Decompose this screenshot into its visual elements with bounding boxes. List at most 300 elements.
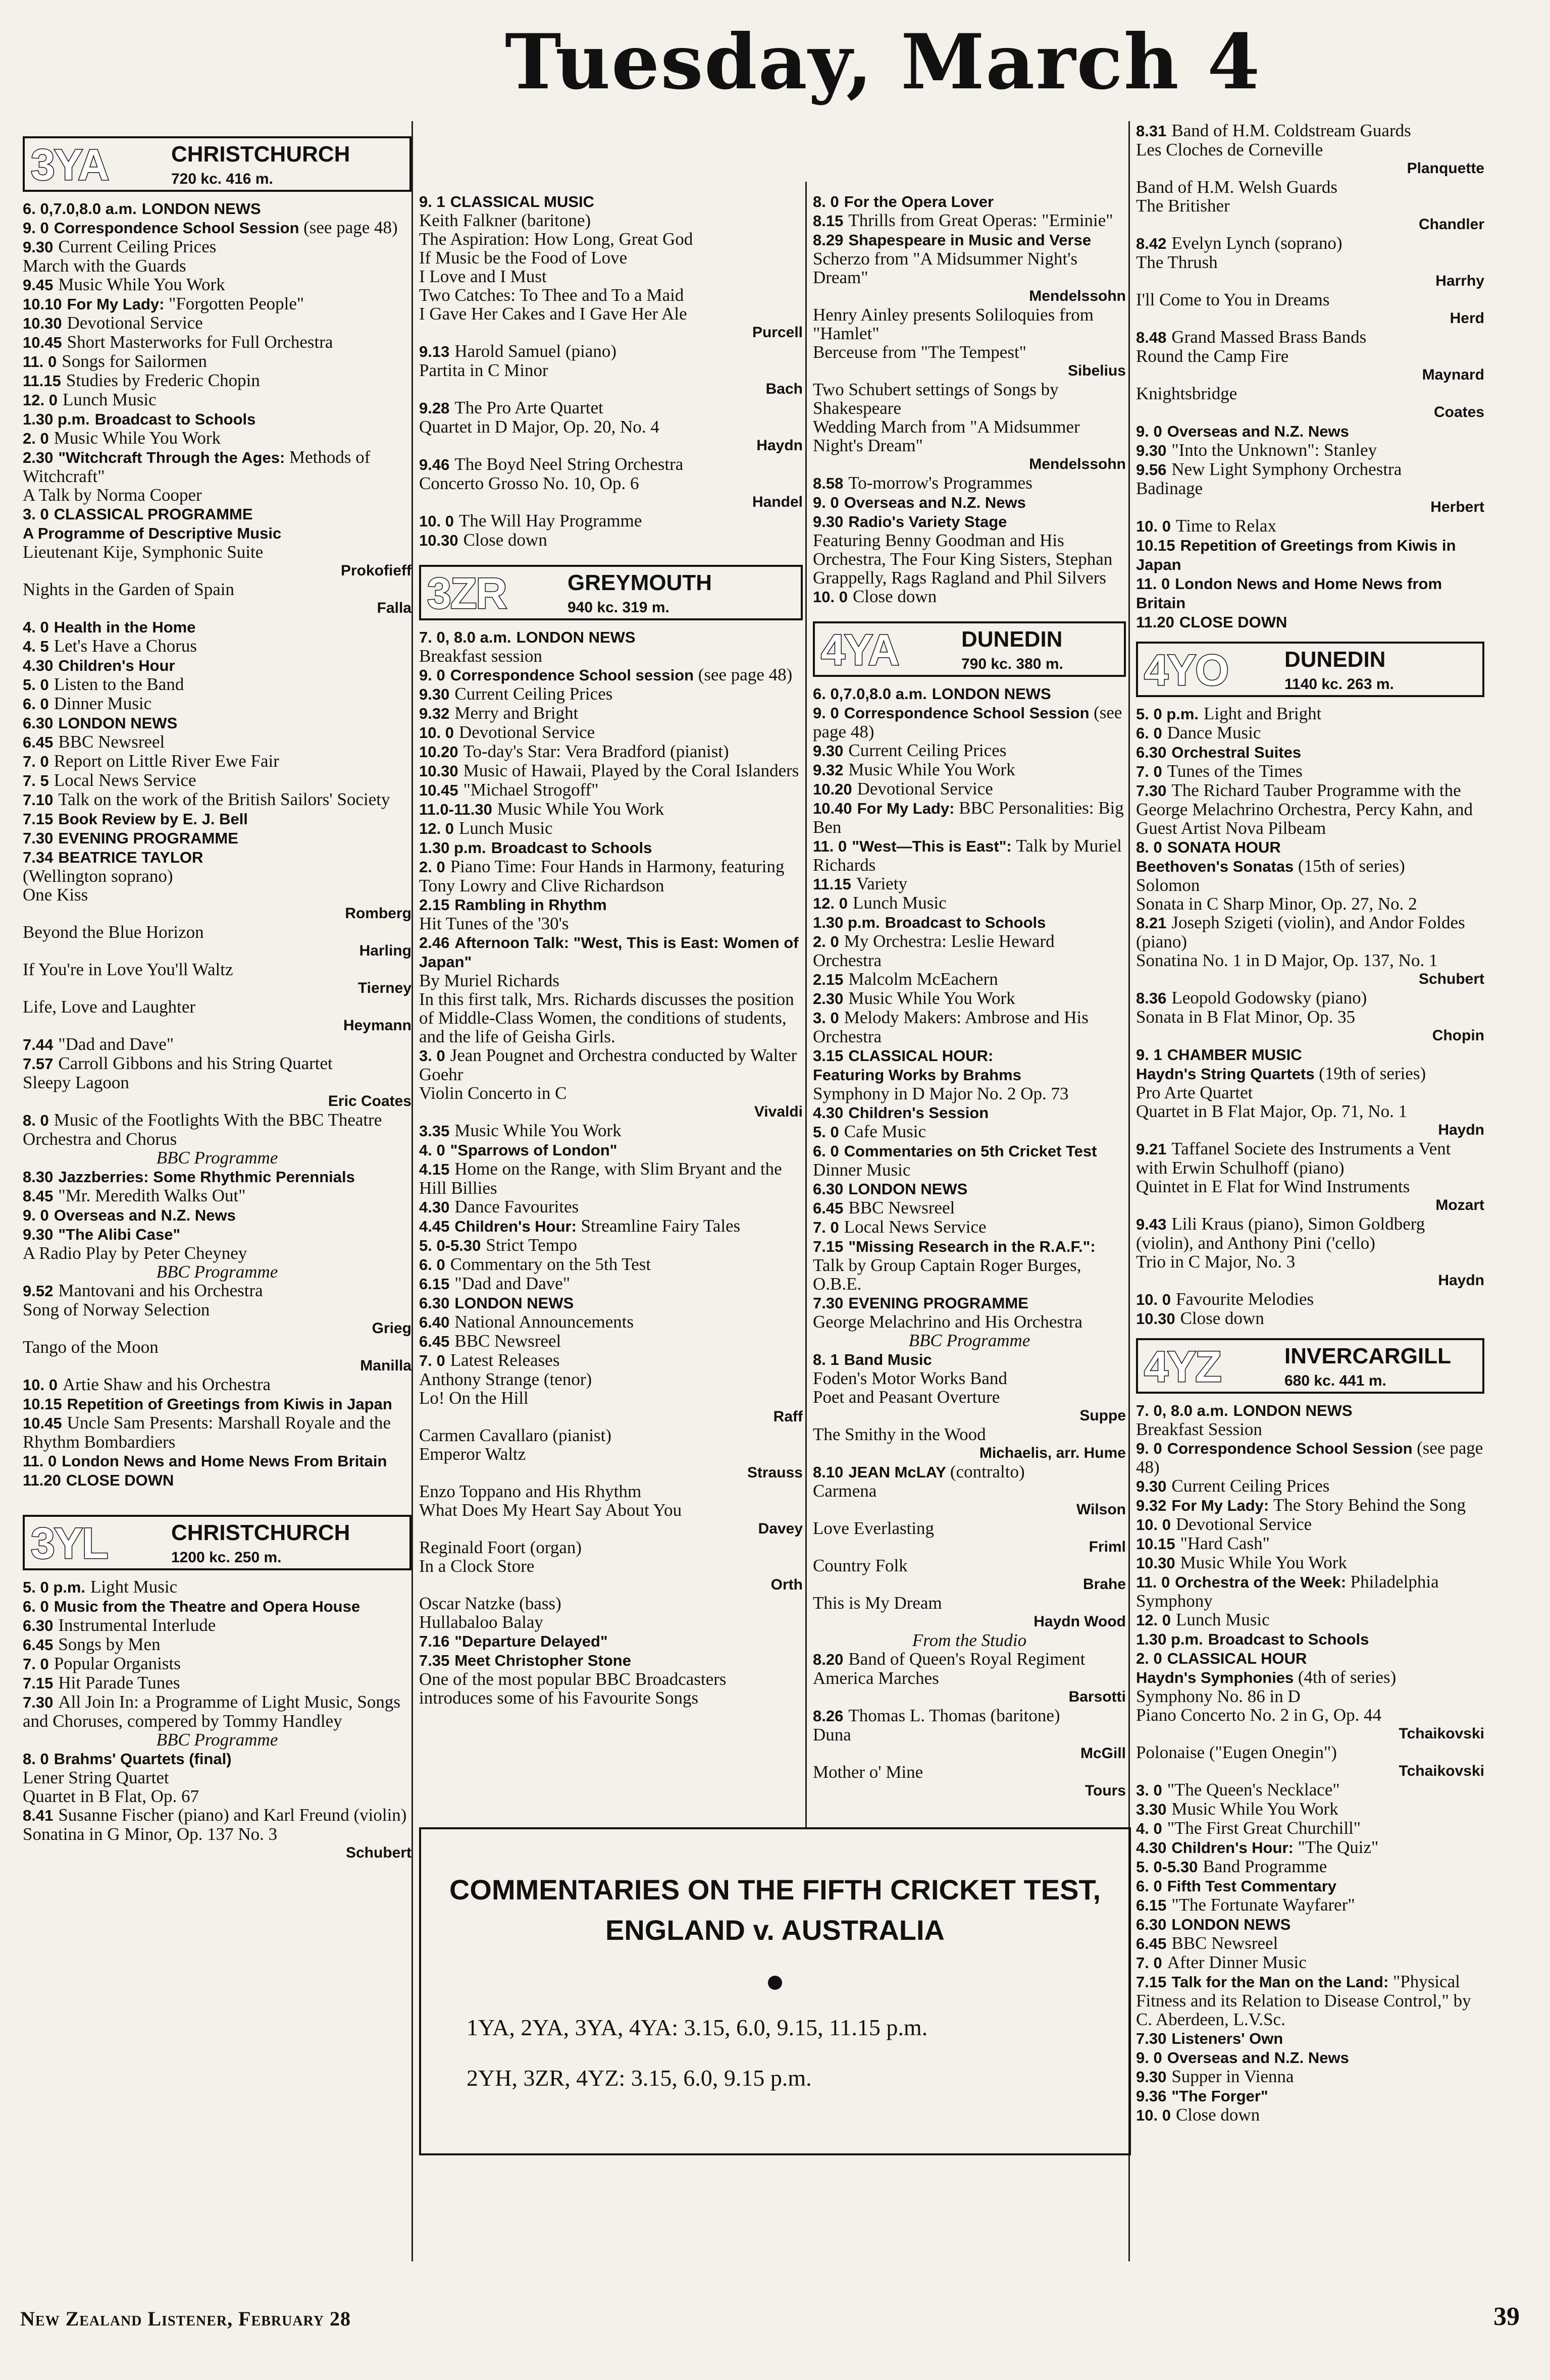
programme-text: Symphony No. 86 in D (1136, 1686, 1301, 1706)
composer-attribution: Michaelis, arr. Hume (979, 1445, 1126, 1461)
composer-attribution: Davey (758, 1520, 803, 1537)
programme-time: 8.36 (1136, 989, 1167, 1007)
programme-item (813, 1046, 1126, 1065)
column-3 (813, 192, 1126, 1800)
programme-item (23, 543, 411, 561)
programme-text: In this first talk, Mrs. Richards discusses the position of Middle-Class Women, the conditions of students, and the life of Geisha Girls. (419, 989, 794, 1046)
programme-item (419, 895, 803, 914)
programme-item (1136, 1008, 1484, 1026)
programme-text: Cafe Music (844, 1122, 926, 1141)
programme-time: 7. 0 (419, 1352, 445, 1369)
programme-text: "Into the Unknown": Stanley (1171, 440, 1377, 460)
programme-item (23, 1451, 411, 1470)
composer-attribution: Schubert (1418, 971, 1484, 987)
programme-time: 7.15 (813, 1238, 844, 1255)
programme-time: 9. 0 (23, 219, 49, 237)
programme-item (1136, 253, 1484, 272)
programme-time: 7.15 (23, 1674, 54, 1692)
programme-time: 11. 0 (813, 837, 847, 855)
programme-item (813, 1122, 1126, 1141)
programme-text: Round the Camp Fire (1136, 346, 1289, 366)
programme-item (813, 1237, 1126, 1293)
programme-item (23, 617, 411, 637)
programme-time: 9. 0 (1136, 2049, 1162, 2067)
programme-item (813, 893, 1126, 913)
programme-text: Instrumental Interlude (58, 1615, 216, 1635)
composer-attribution: McGill (1080, 1745, 1126, 1762)
station-call: 4YZ (1144, 1343, 1221, 1391)
composer-attribution: Tchaikovski (1399, 1725, 1484, 1742)
programme-time: 8.42 (1136, 235, 1167, 252)
programme-time: 10.15 (23, 1395, 62, 1413)
programme-text: Devotional Service (1175, 1514, 1312, 1534)
programme-credit: BBC Programme (156, 1148, 278, 1168)
programme-time: 10.30 (23, 314, 62, 332)
programme-item (1136, 2029, 1484, 2048)
programme-text: What Does My Heart Say About You (419, 1500, 682, 1520)
programme-item (23, 694, 411, 713)
programme-item (813, 1008, 1126, 1046)
programme-text: Featuring Benny Goodman and His Orchestra, The Four King Sisters, Stephan Grappelly, Rags Ragland and Phil Silvers (813, 531, 1113, 588)
programme-item (1136, 894, 1484, 913)
programme-time: 8.15 (813, 212, 844, 230)
programme-credit: BBC Programme (156, 1262, 278, 1282)
programme-item (23, 1768, 411, 1787)
programme-text: "The First Great Churchill" (1167, 1818, 1361, 1838)
programme-text: Mantovani and his Orchestra (58, 1281, 263, 1300)
programme-text: Dinner Music (54, 694, 152, 713)
programme-text: Music While You Work (454, 1121, 622, 1140)
programme-text: Emperor Waltz (419, 1444, 526, 1464)
programme-heading: Children's Session (848, 1104, 989, 1122)
programme-time: 9.30 (1136, 442, 1167, 459)
programme-time: 9. 0 (813, 494, 839, 511)
programme-item (419, 1482, 803, 1501)
programme-time: 8.45 (23, 1187, 54, 1205)
programme-item (1136, 781, 1484, 837)
programme-text: Lunch Music (62, 390, 157, 409)
programme-heading: Rambling in Rhythm (454, 896, 607, 914)
programme-heading: EVENING PROGRAMME (848, 1294, 1028, 1312)
programme-heading: Beethoven's Sonatas (1136, 858, 1298, 875)
programme-time: 4.30 (23, 657, 54, 674)
programme-item (419, 511, 803, 531)
programme-heading: Children's Hour: (1171, 1839, 1298, 1857)
programme-item (23, 1654, 411, 1673)
station-call: 3YA (31, 141, 109, 189)
programme-time: 6.45 (419, 1333, 450, 1350)
programme-time: 6. 0 (23, 695, 49, 713)
programme-item (1136, 1953, 1484, 1972)
programme-heading: Correspondence School Session (54, 219, 304, 237)
programme-heading: Children's Hour (58, 657, 175, 674)
programme-item (23, 1244, 411, 1262)
programme-item (23, 313, 411, 333)
programme-time: 9. 1 (1136, 1046, 1162, 1064)
programme-text: Lili Kraus (piano), Simon Goldberg (violin), and Anthony Pini ('cello) (1136, 1214, 1425, 1253)
composer-attribution: Schubert (345, 1844, 411, 1861)
programme-time: 7.30 (1136, 782, 1167, 800)
programme-heading: LONDON NEWS (848, 1180, 968, 1198)
programme-time: 8.41 (23, 1807, 54, 1824)
programme-time: 6. 0 (1136, 724, 1162, 742)
programme-item (813, 1763, 1126, 1781)
programme-text: All Join In: a Programme of Light Music, Songs and Choruses, compered by Tommy Handley (23, 1692, 400, 1731)
programme-item (1136, 178, 1484, 196)
programme-item (1136, 1629, 1484, 1649)
programme-time: 9.30 (1136, 1477, 1167, 1495)
programme-heading: Commentaries on 5th Cricket Test (844, 1142, 1097, 1160)
station-call: 4YA (821, 626, 899, 674)
programme-text: Hit Parade Tunes (58, 1673, 180, 1693)
programme-text: Report on Little River Ewe Fair (54, 751, 279, 771)
programme-text: Henry Ainley presents Soliloquies from "Hamlet" (813, 305, 1094, 343)
programme-text: Music While You Work (848, 988, 1015, 1008)
programme-time: 4.45 (419, 1218, 450, 1235)
programme-item (23, 1281, 411, 1300)
programme-time: 8.48 (1136, 329, 1167, 346)
programme-heading: CLOSE DOWN (1179, 613, 1287, 631)
programme-item (23, 333, 411, 352)
programme-item (23, 371, 411, 390)
programme-text: Band of H.M. Coldstream Guards (1171, 121, 1411, 140)
programme-text: Susanne Fischer (piano) and Karl Freund (violin) (58, 1805, 407, 1825)
programme-time: 6.45 (23, 733, 54, 751)
programme-heading: Meet Christopher Stone (454, 1652, 631, 1669)
programme-text: New Light Symphony Orchestra (1171, 459, 1402, 479)
composer-attribution: Barsotti (1068, 1688, 1126, 1705)
programme-text: Taffanel Societe des Instruments a Vent with Erwin Schulhoff (piano) (1136, 1139, 1451, 1178)
composer-attribution: Herbert (1430, 499, 1484, 515)
programme-item (419, 780, 803, 800)
programme-text: The Aspiration: How Long, Great God (419, 229, 693, 249)
programme-item (813, 1312, 1126, 1331)
programme-time: 10.20 (813, 780, 852, 798)
programme-text: Two Schubert settings of Songs by Shakespeare (813, 380, 1059, 418)
programme-item (1136, 121, 1484, 140)
programme-time: 4.15 (419, 1160, 450, 1178)
programme-text: Current Ceiling Prices (848, 741, 1007, 760)
programme-text: America Marches (813, 1668, 939, 1688)
programme-heading: LONDON NEWS (141, 200, 261, 218)
programme-time: 4. 5 (23, 638, 49, 655)
programme-time: 5. 0 (813, 1123, 839, 1141)
programme-item (419, 192, 803, 211)
programme-heading: For My Lady: (67, 295, 169, 313)
programme-item (23, 809, 411, 828)
programme-item (1136, 612, 1484, 631)
programme-item (813, 836, 1126, 874)
programme-item (1136, 460, 1484, 479)
programme-text: In a Clock Store (419, 1556, 535, 1576)
programme-item (1136, 704, 1484, 723)
programme-heading: Broadcast to Schools (1208, 1630, 1369, 1648)
programme-item (419, 971, 803, 990)
programme-item (1136, 1668, 1484, 1687)
programme-heading: CHAMBER MUSIC (1167, 1046, 1302, 1064)
programme-time: 7.35 (419, 1652, 450, 1669)
programme-time: 11. 0 (1136, 1573, 1170, 1591)
programme-item (813, 799, 1126, 836)
programme-text: Lener String Quartet (23, 1768, 169, 1787)
programme-time: 10. 0 (419, 724, 454, 742)
programme-heading: "Sparrows of London" (450, 1141, 617, 1159)
programme-item (813, 1669, 1126, 1687)
programme-heading: Brahms' Quartets (final) (54, 1750, 232, 1768)
programme-text: A Talk by Norma Cooper (23, 485, 202, 505)
programme-item (813, 1198, 1126, 1218)
programme-heading: "Missing Research in the R.A.F.": (848, 1238, 1096, 1255)
programme-time: 2. 0 (23, 430, 49, 447)
programme-item (419, 1389, 803, 1407)
programme-item (23, 1394, 411, 1413)
programme-heading: CLASSICAL PROGRAMME (54, 505, 253, 523)
programme-time: 6.30 (813, 1180, 844, 1198)
programme-item (1136, 913, 1484, 951)
programme-item (23, 790, 411, 809)
programme-item (1136, 384, 1484, 403)
programme-time: 9. 1 (419, 193, 445, 210)
composer-attribution: Romberg (345, 905, 411, 922)
programme-text: Two Catches: To Thee and To a Maid (419, 285, 684, 305)
programme-item (23, 390, 411, 409)
composer-attribution: Brahe (1082, 1576, 1126, 1593)
programme-text: Talk on the work of the British Sailors' Society (58, 789, 390, 809)
composer-attribution: Herd (1450, 310, 1484, 327)
programme-time: 3. 0 (23, 505, 49, 523)
programme-text: Nights in the Garden of Spain (23, 579, 234, 599)
composer-attribution: Wilson (1076, 1501, 1126, 1518)
programme-time: 9. 0 (813, 704, 839, 722)
programme-time: 2.15 (813, 971, 844, 988)
programme-time: 10.40 (813, 800, 852, 817)
programme-heading: Overseas and N.Z. News (54, 1206, 236, 1224)
programme-heading: "Departure Delayed" (454, 1632, 608, 1650)
programme-list-3ya-cont (419, 192, 803, 550)
programme-text: My Orchestra: Leslie Heward Orchestra (813, 931, 1055, 970)
programme-item (419, 704, 803, 723)
composer-attribution: Haydn (1438, 1122, 1484, 1138)
programme-item (1136, 1838, 1484, 1857)
programme-time: 8. 1 (813, 1351, 839, 1368)
station-frequency: 680 kc. 441 m. (1284, 1372, 1386, 1389)
programme-item (419, 1293, 803, 1312)
programme-text: Band of Queen's Royal Regiment (848, 1649, 1086, 1669)
programme-text: (4th of series) (1298, 1667, 1397, 1687)
composer-attribution: Mendelssohn (1029, 288, 1126, 304)
programme-text: Knightsbridge (1136, 384, 1237, 403)
composer-attribution: Falla (377, 600, 411, 616)
composer-attribution: Tchaikovski (1399, 1763, 1484, 1779)
programme-time: 9.21 (1136, 1140, 1167, 1158)
programme-item (23, 1300, 411, 1319)
programme-text: Keith Falkner (baritone) (419, 210, 591, 230)
programme-heading: LONDON NEWS (58, 714, 178, 732)
programme-text: Breakfast Session (1136, 1419, 1262, 1439)
programme-text: Wedding March from "A Midsummer Night's Dream" (813, 417, 1080, 455)
programme-item (23, 275, 411, 294)
programme-text: Songs by Men (58, 1634, 161, 1654)
programme-text: Evelyn Lynch (soprano) (1171, 233, 1342, 253)
programme-time: 7.30 (1136, 2030, 1167, 2047)
programme-item (1136, 1572, 1484, 1610)
programme-text: Music While You Work (848, 760, 1015, 779)
programme-text: Close down (1175, 2105, 1260, 2125)
programme-time: 7.30 (813, 1294, 844, 1312)
programme-item (813, 1369, 1126, 1388)
programme-text: Light and Bright (1204, 704, 1322, 723)
programme-credit: BBC Programme (156, 1730, 278, 1750)
programme-time: 3.30 (1136, 1801, 1167, 1818)
programme-heading: Overseas and N.Z. News (1167, 422, 1349, 440)
programme-text: National Announcements (454, 1312, 634, 1332)
programme-text: Sonata in C Sharp Minor, Op. 27, No. 2 (1136, 894, 1417, 914)
programme-text: The Richard Tauber Programme with the George Melachrino Orchestra, Percy Kahn, and Guest Artist Nova Pilbeam (1136, 780, 1473, 838)
programme-text: Dinner Music (813, 1160, 911, 1180)
programme-item (23, 1825, 411, 1843)
programme-heading: Correspondence School Session (1167, 1440, 1417, 1457)
programme-item (813, 1160, 1126, 1179)
programme-time: 7.34 (23, 849, 54, 866)
programme-text: Trio in C Major, No. 3 (1136, 1252, 1296, 1272)
programme-item (23, 1205, 411, 1225)
programme-text: The Will Hay Programme (458, 511, 642, 531)
programme-time: 10. 0 (1136, 1291, 1171, 1308)
programme-time: 1.30 p.m. (1136, 1630, 1203, 1648)
programme-item (1136, 762, 1484, 781)
programme-item (23, 580, 411, 599)
bullet-dot-icon (768, 1976, 782, 1990)
programme-text: Love Everlasting (813, 1518, 935, 1538)
programme-item (23, 1110, 411, 1148)
programme-item (23, 504, 411, 523)
programme-item (23, 256, 411, 275)
composer-attribution: Orth (770, 1576, 803, 1593)
programme-heading: A Programme of Descriptive Music (23, 524, 282, 542)
programme-time: 4.30 (813, 1104, 844, 1122)
programme-item (23, 1338, 411, 1356)
programme-item (23, 409, 411, 429)
programme-time: 11.15 (23, 372, 61, 390)
programme-item (1136, 1819, 1484, 1838)
programme-time: 10. 0 (813, 588, 848, 606)
programme-item (813, 932, 1126, 970)
programme-item (23, 1693, 411, 1730)
programme-text: A Radio Play by Peter Cheyney (23, 1243, 247, 1263)
programme-item (419, 857, 803, 895)
programme-item (1136, 536, 1484, 574)
programme-item (813, 779, 1126, 799)
programme-item (813, 1179, 1126, 1198)
programme-text: Current Ceiling Prices (454, 684, 613, 704)
programme-text: Violin Concerto in C (419, 1083, 567, 1103)
programme-item (1136, 196, 1484, 215)
programme-item (23, 1577, 411, 1597)
programme-item (419, 838, 803, 857)
composer-attribution: Vivaldi (754, 1103, 803, 1120)
programme-heading: Music from the Theatre and Opera House (54, 1598, 360, 1615)
cricket-heading: COMMENTARIES ON THE FIFTH CRICKET TEST, ENGLAND v. AUSTRALIA (449, 1874, 1101, 1946)
programme-text: "Hard Cash" (1180, 1533, 1270, 1553)
programme-time: 9.45 (23, 276, 54, 294)
programme-item (1136, 1972, 1484, 2029)
programme-text: Thomas L. Thomas (baritone) (848, 1706, 1060, 1725)
programme-item (419, 914, 803, 933)
programme-item (1136, 1252, 1484, 1271)
programme-item (1136, 1214, 1484, 1252)
programme-item (23, 1749, 411, 1768)
programme-text: Quintet in E Flat for Wind Instruments (1136, 1177, 1410, 1196)
programme-time: 4. 0 (1136, 1820, 1162, 1837)
programme-text: The Britisher (1136, 196, 1230, 216)
programme-item (23, 1375, 411, 1394)
programme-time: 6. 0 (1136, 1877, 1162, 1895)
programme-text: Uncle Sam Presents: Marshall Royale and the Rhythm Bombardiers (23, 1413, 391, 1452)
programme-text: George Melachrino and His Orchestra (813, 1312, 1082, 1332)
programme-time: 9.56 (1136, 461, 1167, 479)
composer-attribution: Heymann (343, 1017, 411, 1034)
programme-time: 3.35 (419, 1122, 450, 1140)
programme-text: Variety (856, 874, 907, 893)
programme-item (419, 1274, 803, 1293)
programme-item (1136, 1476, 1484, 1496)
programme-item (23, 867, 411, 885)
programme-time: 3. 0 (813, 1009, 839, 1027)
programme-time: 4. 0 (419, 1141, 445, 1159)
programme-time: 6.45 (813, 1199, 844, 1217)
programme-time: 8. 0 (23, 1112, 49, 1129)
programme-item (813, 1065, 1126, 1084)
programme-time: 5. 0-5.30 (419, 1237, 481, 1254)
programme-time: 7.15 (23, 810, 54, 828)
programme-time: 11. 0 (23, 353, 57, 371)
programme-credit: From the Studio (912, 1630, 1027, 1650)
programme-text: The Story Behind the Song (1273, 1495, 1466, 1515)
programme-heading: Orchestral Suites (1171, 744, 1302, 761)
programme-item (813, 1425, 1126, 1444)
programme-text: Listen to the Band (54, 674, 184, 694)
programme-item (419, 1312, 803, 1332)
programme-item (419, 1236, 803, 1255)
programme-text: "Michael Strogoff" (463, 780, 599, 800)
programme-text: Sleepy Lagoon (23, 1073, 129, 1092)
programme-time: 2. 0 (813, 933, 839, 950)
programme-text: Commentary on the 5th Test (450, 1254, 651, 1274)
programme-time: 9.30 (1136, 2068, 1167, 2086)
programme-time: 6.15 (419, 1275, 450, 1293)
programme-item (419, 211, 803, 230)
programme-heading: LONDON NEWS (1233, 1402, 1353, 1419)
programme-time: 9.52 (23, 1282, 54, 1300)
programme-text: I Love and I Must (419, 267, 547, 286)
programme-item (419, 990, 803, 1046)
programme-item (1136, 479, 1484, 498)
programme-text: Pro Arte Quartet (1136, 1083, 1253, 1102)
programme-text: Country Folk (813, 1556, 908, 1575)
programme-time: 9.28 (419, 399, 450, 417)
programme-text: Latest Releases (450, 1350, 560, 1370)
programme-time: 4.30 (419, 1198, 450, 1216)
programme-item (1136, 1876, 1484, 1895)
programme-text: Foden's Motor Works Band (813, 1368, 1007, 1388)
programme-item (1136, 140, 1484, 159)
programme-time: 7. 0 (23, 1655, 49, 1673)
programme-text: Anthony Strange (tenor) (419, 1369, 592, 1389)
programme-item (419, 361, 803, 380)
station-3ya (23, 136, 411, 192)
programme-heading: EVENING PROGRAMME (58, 829, 238, 847)
station-city: CHRISTCHURCH (171, 142, 350, 167)
